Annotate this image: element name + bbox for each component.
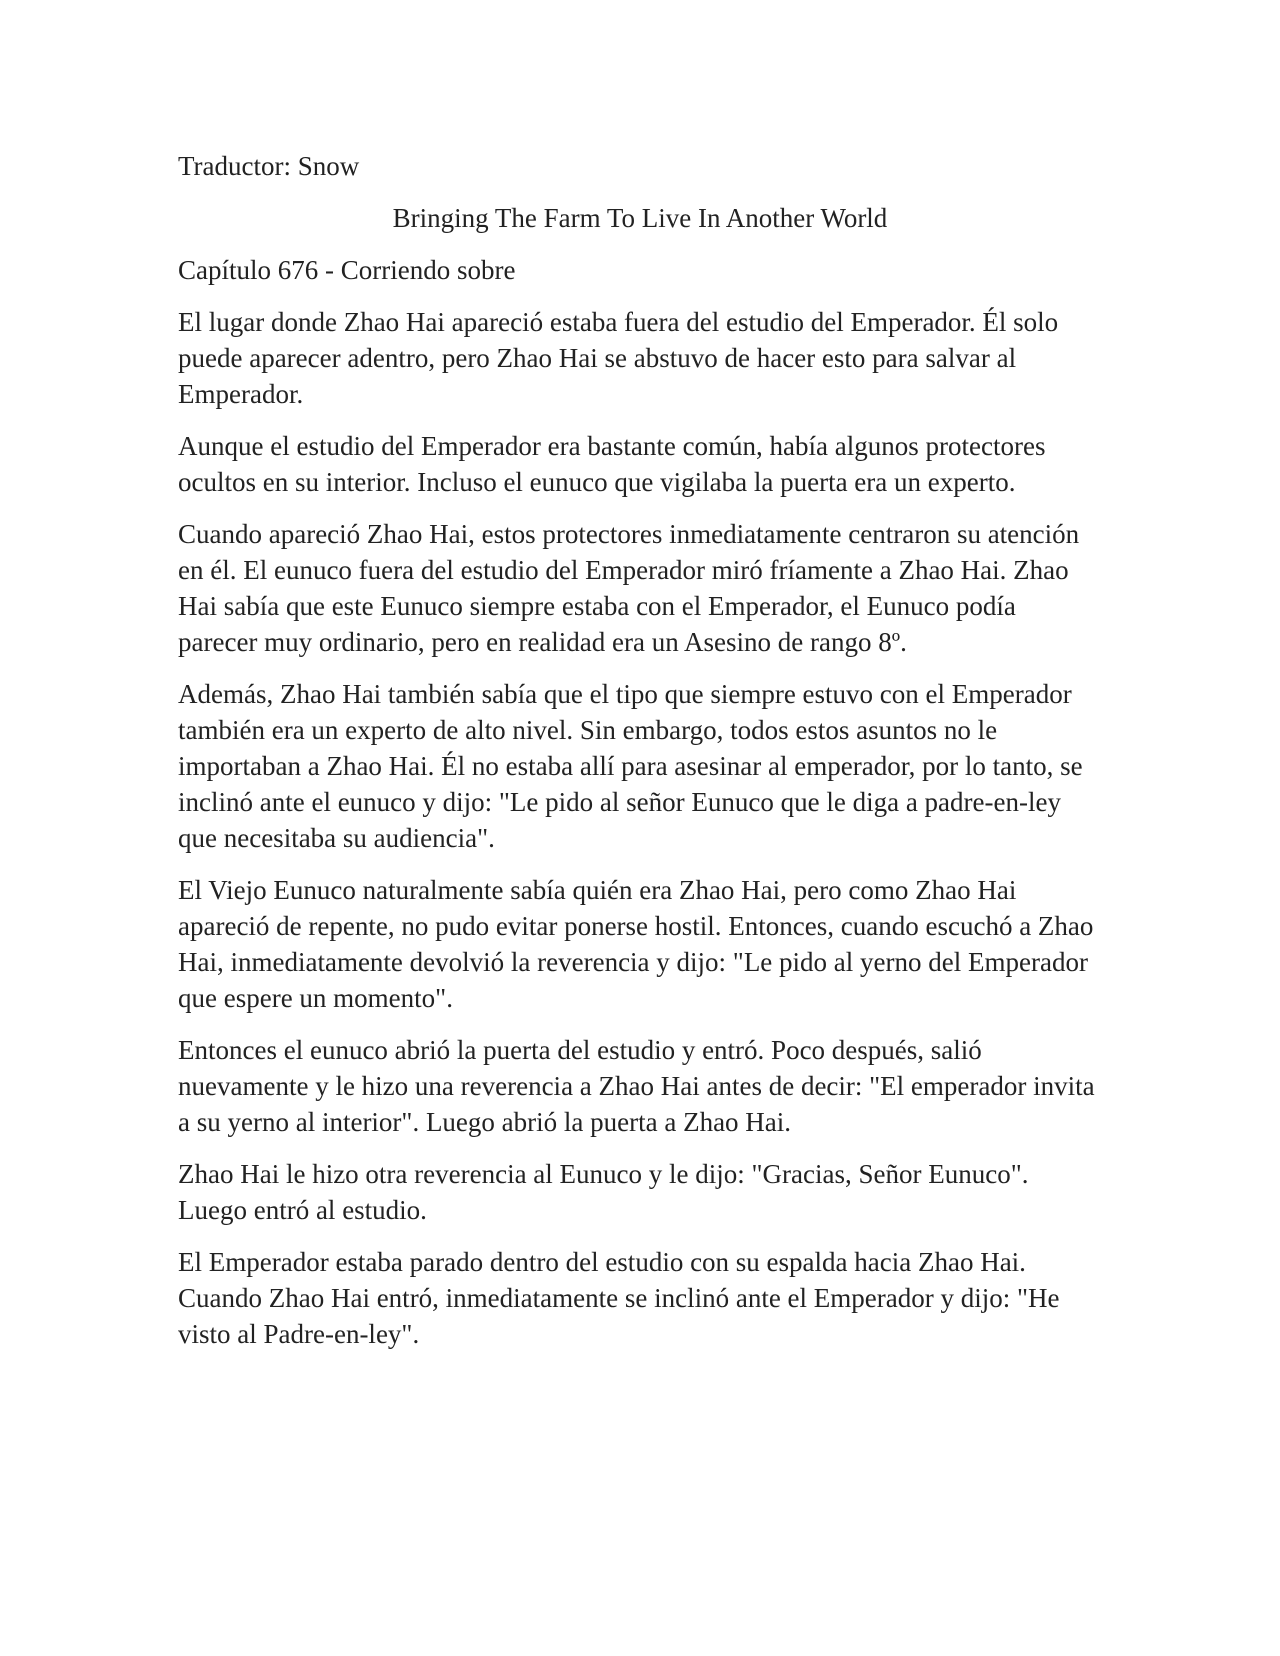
document-page	[178, 148, 1102, 1368]
paragraph: El Emperador estaba parado dentro del estudio con su espalda hacia Zhao Hai. Cuando Zhao Hai entró, inmediatamente se inclinó ante el Emperador y dijo: "He visto al Padre-en-ley".	[178, 1247, 1060, 1349]
book-title: Bringing The Farm To Live In Another World	[392, 203, 888, 233]
paragraph: Además, Zhao Hai también sabía que el tipo que siempre estuvo con el Emperador también era un experto de alto nivel. Sin embargo, todos estos asuntos no le importaban a Zhao Hai. Él no estaba allí para asesinar al emperador, por lo tanto, se inclinó ante el eunuco y dijo: "Le pido al señor Eunuco que le diga a padre-en-ley que necesitaba su audiencia".	[178, 679, 1083, 853]
chapter-heading: Capítulo 676 - Corriendo sobre	[178, 255, 516, 285]
translator-credit: Traductor: Snow	[178, 151, 360, 181]
paragraph: Cuando apareció Zhao Hai, estos protectores inmediatamente centraron su atención en él. El eunuco fuera del estudio del Emperador miró fríamente a Zhao Hai. Zhao Hai sabía que este Eunuco siempre estaba con el Emperador, el Eunuco podía parecer muy ordinario, pero en realidad era un Asesino de rango 8º.	[178, 519, 1080, 657]
paragraph: El Viejo Eunuco naturalmente sabía quién era Zhao Hai, pero como Zhao Hai apareció de repente, no pudo evitar ponerse hostil. Entonces, cuando escuchó a Zhao Hai, inmediatamente devolvió la reverencia y dijo: "Le pido al yerno del Emperador que espere un momento".	[178, 875, 1094, 1013]
paragraph: Aunque el estudio del Emperador era bastante común, había algunos protectores ocultos en su interior. Incluso el eunuco que vigilaba la puerta era un experto.	[178, 431, 1046, 497]
paragraph: El lugar donde Zhao Hai apareció estaba fuera del estudio del Emperador. Él solo puede aparecer adentro, pero Zhao Hai se abstuvo de hacer esto para salvar al Emperador.	[178, 307, 1059, 409]
paragraph: Zhao Hai le hizo otra reverencia al Eunuco y le dijo: "Gracias, Señor Eunuco". Luego entró al estudio.	[178, 1159, 1029, 1225]
paragraph: Entonces el eunuco abrió la puerta del estudio y entró. Poco después, salió nuevamente y le hizo una reverencia a Zhao Hai antes de decir: "El emperador invita a su yerno al interior". Luego abrió la puerta a Zhao Hai.	[178, 1035, 1095, 1137]
